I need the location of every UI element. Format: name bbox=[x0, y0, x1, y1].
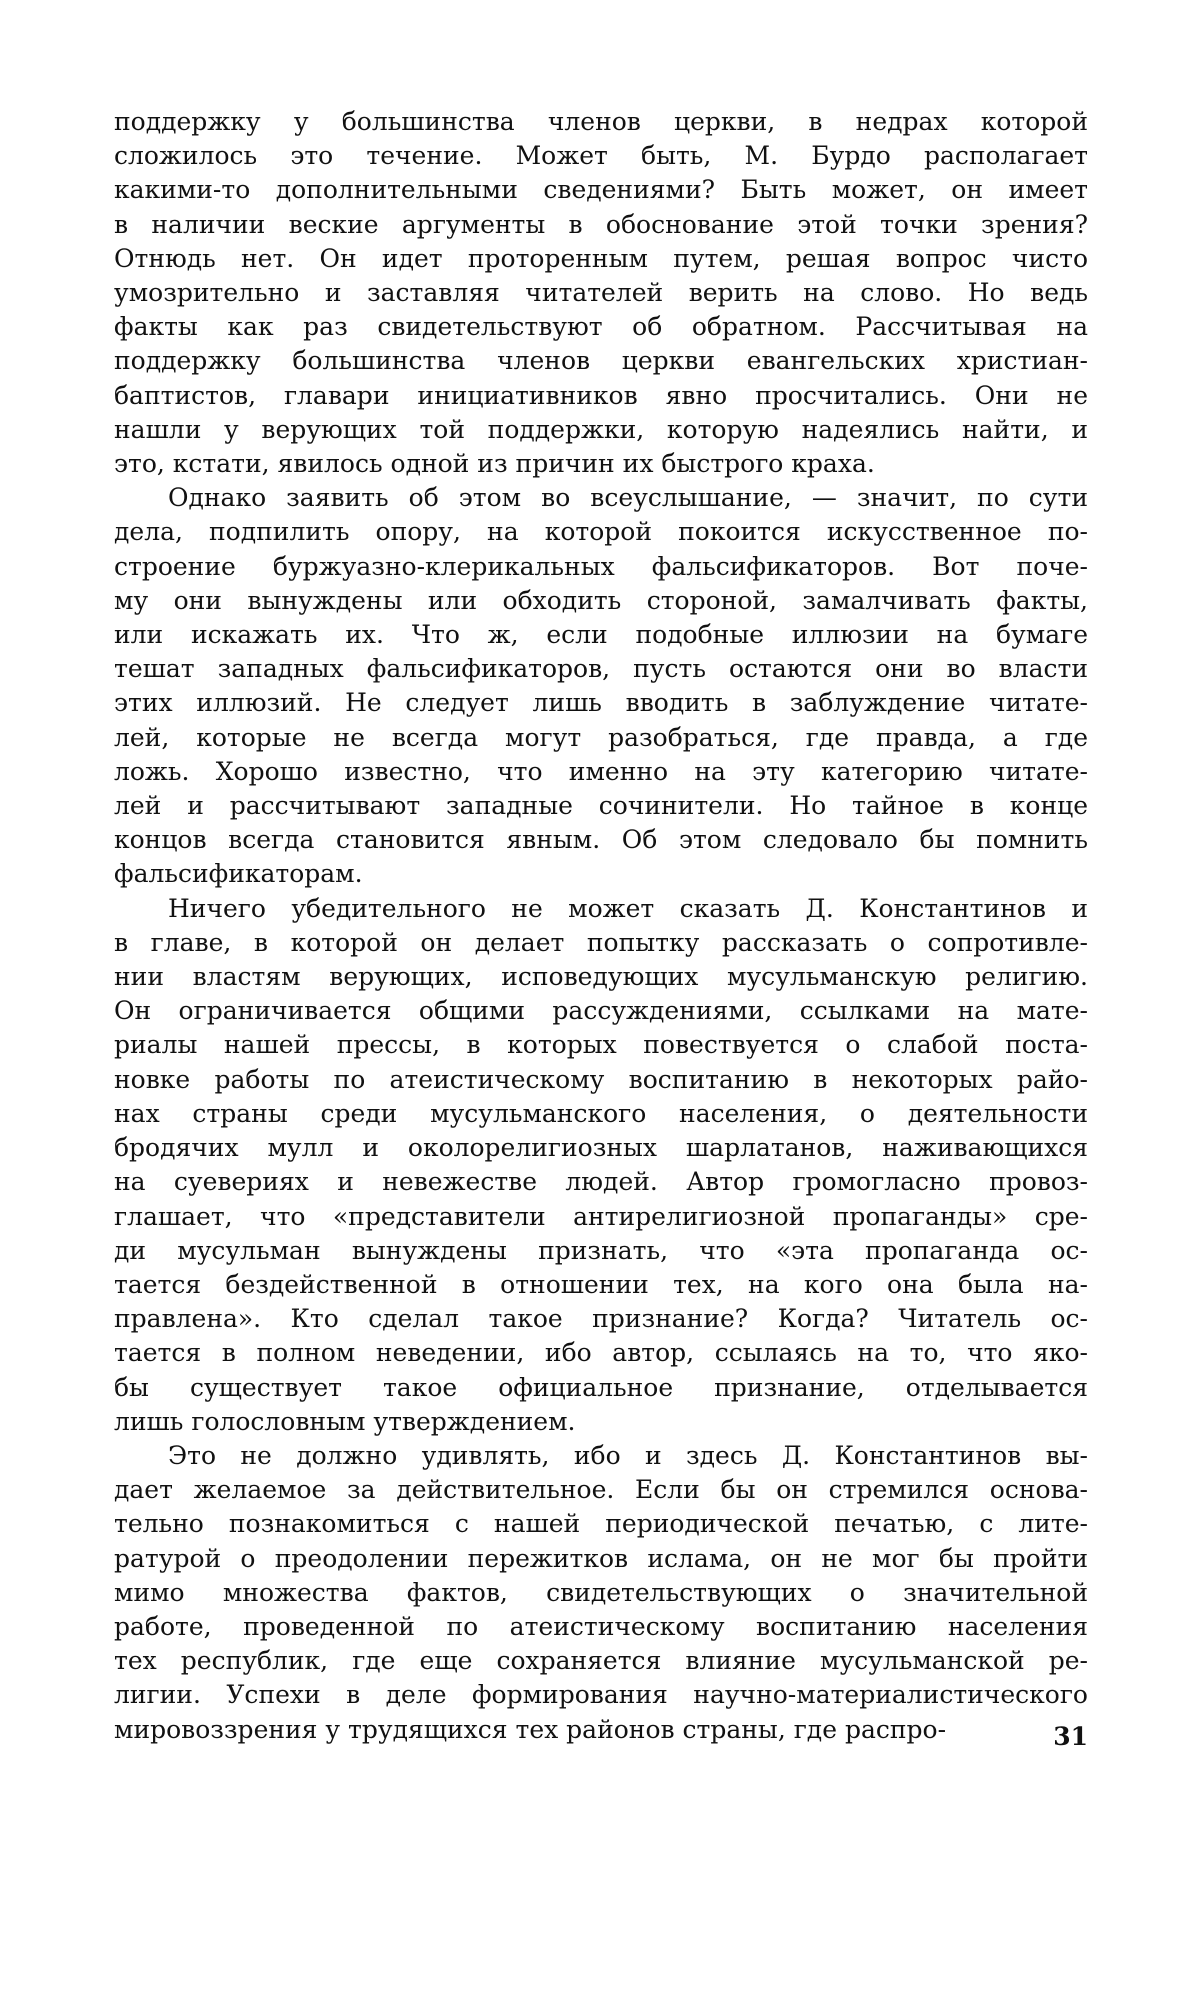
text-line: ложь. Хорошо известно, что именно на эту категорию читате- bbox=[114, 756, 1088, 786]
text-line: Это не должно удивлять, ибо и здесь Д. Константинов вы- bbox=[168, 1440, 1088, 1470]
paragraph bbox=[114, 1439, 1088, 1747]
text-line: на суевериях и невежестве людей. Автор громогласно провоз- bbox=[114, 1167, 1088, 1197]
text-line: дает желаемое за действительное. Если бы он стремился основа- bbox=[114, 1475, 1088, 1505]
text-line: тается в полном неведении, ибо автор, ссылаясь на то, что яко- bbox=[114, 1338, 1088, 1368]
text-line: факты как раз свидетельствуют об обратном. Рассчитывая на bbox=[114, 312, 1088, 342]
text-line: это, кстати, явилось одной из причин их быстрого краха. bbox=[114, 449, 875, 479]
text-line: новке работы по атеистическому воспитанию в некоторых райо- bbox=[114, 1064, 1088, 1094]
text-line: ратурой о преодолении пережитков ислама, он не мог бы пройти bbox=[114, 1543, 1088, 1573]
text-line: дела, подпилить опору, на которой покоится искусственное по- bbox=[114, 517, 1088, 547]
text-line: нах страны среди мусульманского населения, о деятельности bbox=[114, 1098, 1088, 1128]
text-line: сложилось это течение. Может быть, М. Бурдо располагает bbox=[114, 141, 1088, 171]
text-line: этих иллюзий. Не следует лишь вводить в заблуждение читате- bbox=[114, 688, 1088, 718]
text-line: лишь голословным утверждением. bbox=[114, 1406, 576, 1436]
text-line: мировоззрения у трудящихся тех районов страны, где распро- bbox=[114, 1714, 947, 1744]
text-line: баптистов, главари инициативников явно просчитались. Они не bbox=[114, 380, 1088, 410]
text-line: работе, проведенной по атеистическому воспитанию населения bbox=[114, 1611, 1088, 1641]
text-line: нии властям верующих, исповедующих мусульманскую религию. bbox=[114, 962, 1088, 992]
text-line: концов всегда становится явным. Об этом следовало бы помнить bbox=[114, 825, 1088, 855]
text-line: лей, которые не всегда могут разобраться, где правда, а где bbox=[114, 722, 1088, 752]
text-line: правлена». Кто сделал такое признание? Когда? Читатель ос- bbox=[114, 1304, 1088, 1334]
text-line: Однако заявить об этом во всеуслышание, — значит, по сути bbox=[168, 483, 1088, 513]
text-line: умозрительно и заставляя читателей верить на слово. Но ведь bbox=[114, 278, 1088, 308]
text-line: нашли у верующих той поддержки, которую надеялись найти, и bbox=[114, 414, 1088, 444]
text-line: лигии. Успехи в деле формирования научно-материалистического bbox=[114, 1680, 1088, 1710]
text-line: лей и рассчитывают западные сочинители. Но тайное в конце bbox=[114, 791, 1088, 821]
text-line: строение буржуазно-клерикальных фальсификаторов. Вот поче- bbox=[114, 551, 1088, 581]
text-line: фальсификаторам. bbox=[114, 859, 363, 889]
paragraph bbox=[114, 892, 1088, 1439]
text-line: мимо множества фактов, свидетельствующих о значительной bbox=[114, 1577, 1088, 1607]
text-line: или искажать их. Что ж, если подобные иллюзии на бумаге bbox=[114, 620, 1088, 650]
text-line: риалы нашей прессы, в которых повествуется о слабой поста- bbox=[114, 1030, 1088, 1060]
text-line: глашает, что «представители антирелигиозной пропаганды» сре- bbox=[114, 1201, 1088, 1231]
text-line: поддержку у большинства членов церкви, в недрах которой bbox=[114, 107, 1088, 136]
text-line: поддержку большинства членов церкви евангельских христиан- bbox=[114, 346, 1088, 376]
text-line: Он ограничивается общими рассуждениями, ссылками на мате- bbox=[114, 996, 1088, 1026]
text-line: в главе, в которой он делает попытку рассказать о сопротивле- bbox=[114, 927, 1088, 957]
text-line: бы существует такое официальное признание, отделывается bbox=[114, 1372, 1088, 1402]
paragraph bbox=[114, 481, 1088, 891]
page-number: 31 bbox=[1053, 1722, 1088, 1751]
text-line: тается бездейственной в отношении тех, на кого она была на- bbox=[114, 1269, 1088, 1299]
text-line: ди мусульман вынуждены признать, что «эта пропаганда ос- bbox=[114, 1235, 1088, 1265]
text-line: Отнюдь нет. Он идет проторенным путем, решая вопрос чисто bbox=[114, 243, 1088, 273]
text-line: Ничего убедительного не может сказать Д. Константинов и bbox=[168, 893, 1088, 923]
text-line: какими-то дополнительными сведениями? Быть может, он имеет bbox=[114, 175, 1088, 205]
text-line: тешат западных фальсификаторов, пусть остаются они во власти bbox=[114, 654, 1088, 684]
text-line: бродячих мулл и околорелигиозных шарлатанов, наживающихся bbox=[114, 1133, 1088, 1163]
paragraph bbox=[114, 105, 1088, 481]
text-line: му они вынуждены или обходить стороной, замалчивать факты, bbox=[114, 585, 1088, 615]
text-line: в наличии веские аргументы в обоснование этой точки зрения? bbox=[114, 209, 1088, 239]
body-text bbox=[114, 105, 1088, 1747]
text-line: тельно познакомиться с нашей периодической печатью, с лите- bbox=[114, 1509, 1088, 1539]
text-line: тех республик, где еще сохраняется влияние мусульманской ре- bbox=[114, 1646, 1088, 1676]
